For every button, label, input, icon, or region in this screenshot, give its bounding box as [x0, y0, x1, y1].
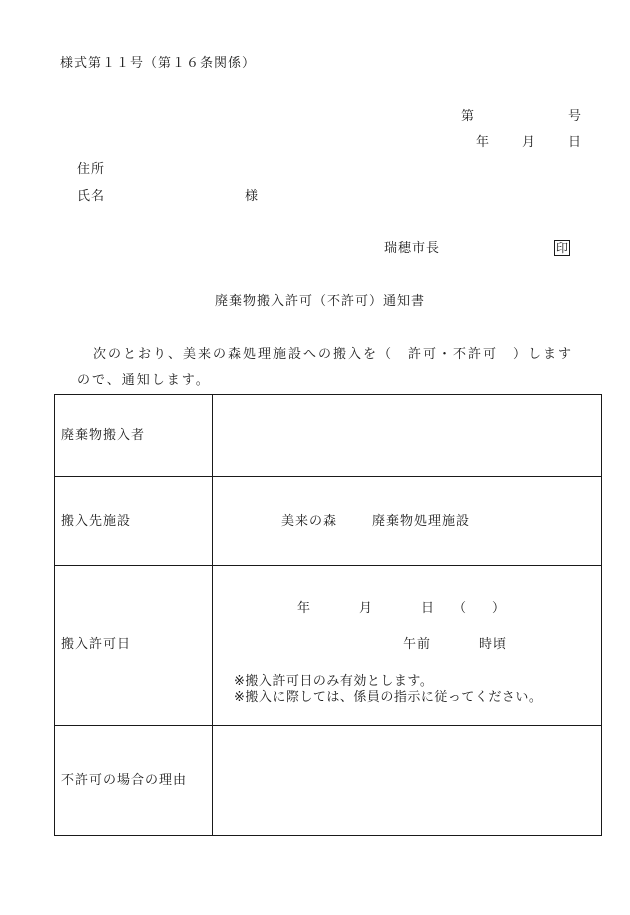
permit-note-1: ※搬入許可日のみ有効とします。 — [234, 674, 434, 689]
table-row-rejection-reason — [55, 725, 601, 835]
name-label: 氏名 — [77, 189, 106, 204]
body-line-1: 次のとおり、美来の森処理施設への搬入を（ 許可・不許可 ）します — [93, 347, 574, 362]
permit-day-label: 日 — [421, 601, 435, 616]
permit-am-label: 午前 — [403, 637, 432, 652]
body-line-2: ので、通知します。 — [77, 373, 211, 388]
document-number-suffix: 号 — [568, 109, 582, 124]
table-row-facility — [55, 476, 601, 565]
document-title: 廃棄物搬入許可（不許可）通知書 — [215, 294, 426, 309]
permit-note-2: ※搬入に際しては、係員の指示に従ってください。 — [234, 690, 543, 705]
carrier-label: 廃棄物搬入者 — [61, 428, 146, 443]
permit-month-label: 月 — [359, 601, 373, 616]
rejection-reason-label: 不許可の場合の理由 — [61, 773, 188, 788]
facility-label: 搬入先施設 — [61, 514, 132, 529]
table-row-permit-date — [55, 565, 601, 725]
seal-mark: 印 — [555, 241, 568, 255]
permit-oclock-label: 時頃 — [479, 637, 508, 652]
facility-name: 美来の森 — [281, 514, 338, 529]
permit-year-label: 年 — [297, 601, 311, 616]
form-number: 様式第１１号（第１６条関係） — [60, 56, 257, 71]
table-row-carrier — [55, 395, 601, 476]
date-year-label: 年 — [476, 135, 490, 150]
issuer-title: 瑞穂市長 — [384, 241, 441, 256]
document-number-prefix: 第 — [461, 109, 475, 124]
address-label: 住所 — [77, 162, 106, 177]
honorific: 様 — [245, 189, 259, 204]
date-month-label: 月 — [522, 135, 536, 150]
permit-table — [54, 394, 602, 836]
permit-date-label: 搬入許可日 — [61, 637, 132, 652]
facility-type: 廃棄物処理施設 — [372, 514, 471, 529]
permit-weekday-paren: （ ） — [453, 601, 506, 616]
date-day-label: 日 — [568, 135, 582, 150]
